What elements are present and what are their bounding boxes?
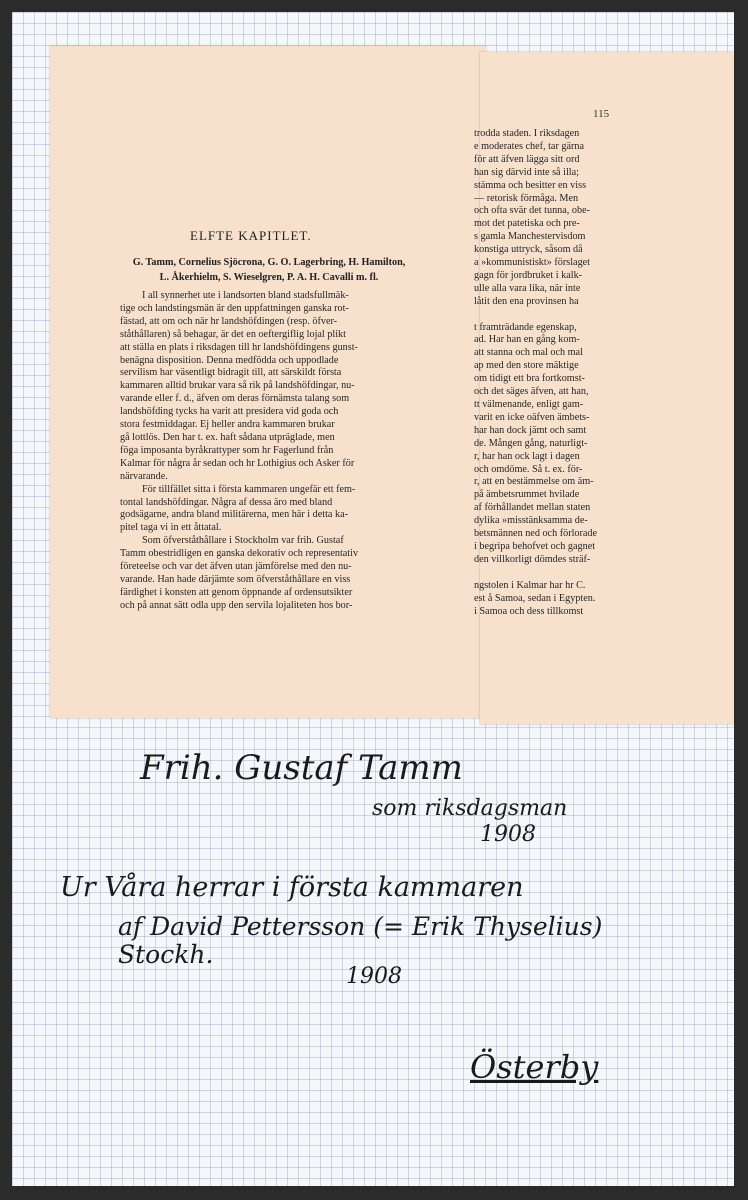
handwritten-line-4: Ur Våra herrar i första kammaren — [60, 872, 524, 903]
text-line: i begripa behofvet och gagnet — [474, 540, 596, 552]
text-line: att ställa en plats i riksdagen till hr landshöfdingens gunst- — [120, 341, 358, 353]
text-line: r, att en bestämmelse om äm- — [474, 476, 594, 488]
handwritten-line-1: Frih. Gustaf Tamm — [140, 748, 463, 788]
text-line: betsmännen ned och förlorade — [474, 528, 598, 540]
handwritten-signature: Österby — [470, 1048, 599, 1086]
text-line: est å Samoa, sedan i Egypten. — [474, 592, 596, 604]
text-line: och ofta svär det tunna, obe- — [474, 205, 590, 217]
text-line: ståthållaren) så behagar, är det en oeftergiflig lojal plikt — [120, 328, 346, 340]
handwritten-line-6: Stockh. — [118, 940, 214, 969]
text-line: föga imposanta byråkrattyper som hr Fagerlund från — [120, 444, 334, 456]
text-line: kammaren alltid brukar vara så rik på landshöfdingar, nu- — [120, 380, 355, 392]
text-line: den villkorligt dömdes sträf- — [474, 553, 591, 565]
text-line: a »kommunistiskt» förslaget — [474, 257, 591, 269]
left-text-column — [120, 290, 416, 613]
text-line: att stanna och mal och mal — [474, 347, 583, 359]
text-line: pitel taga vi in ett åttatal. — [120, 522, 222, 534]
text-line: trodda staden. I riksdagen — [474, 128, 580, 139]
text-line: tt välmenande, enligt gam- — [474, 399, 584, 411]
paragraph-gap — [474, 309, 634, 322]
text-line: närvarande. — [120, 470, 168, 482]
text-line: af förhållandet mellan staten — [474, 502, 591, 514]
text-line: ulle alla vara lika, när inte — [474, 282, 581, 294]
text-line: mot det patetiska och pre- — [474, 218, 580, 230]
text-line: stora festmiddagar. Ej heller andra kammaren brukar — [120, 419, 335, 431]
text-line: om tidigt ett bra fortkomst- — [474, 373, 585, 385]
text-line: låtit den ena provinsen ha — [474, 295, 579, 307]
paragraph-gap — [474, 567, 634, 580]
text-line: på ämbetsrummet hvilade — [474, 489, 580, 501]
text-line: och på annat sätt odla upp den servila lojaliteten hos bor- — [120, 599, 353, 611]
text-line: godsägarne, andra bland militärerna, men här i detta ka- — [120, 509, 348, 521]
text-line: han sig därvid inte så illa; — [474, 166, 579, 178]
text-line: r, har han ock lagt i dagen — [474, 450, 580, 462]
text-line: varit en icke oäfven ämbets- — [474, 411, 590, 423]
text-line: och det säges äfven, att han, — [474, 386, 589, 398]
text-line: de. Mången gång, naturligt- — [474, 437, 588, 449]
page-number: 115 — [593, 108, 610, 120]
chapter-names — [110, 255, 428, 285]
text-line: ad. Har han en gång kom- — [474, 334, 580, 346]
text-line: ap med den store mäktige — [474, 360, 579, 372]
text-line: fästad, att om och när hr landshöfdingen (resp. öfver- — [120, 315, 338, 327]
text-line: varande eller f. d., äfven om deras förnämsta talang som — [120, 393, 350, 405]
text-line: I all synnerhet ute i landsorten bland stadsfullmäk- — [142, 290, 349, 301]
text-line: s gamla Manchestervisdom — [474, 231, 586, 243]
chapter-names-line: L. Åkerhielm, S. Wieselgren, P. A. H. Cavalli m. fl. — [159, 272, 379, 283]
right-text-column — [474, 128, 634, 618]
text-line: och omdöme. Så t. ex. för- — [474, 463, 583, 475]
text-line: färdighet i konsten att genom öppnande af ordensutsikter — [120, 586, 353, 598]
text-line: gagn för jordbruket i kalk- — [474, 269, 583, 281]
text-line: har han dock jämt och samt — [474, 424, 587, 436]
text-line: dylika »misstänksamma de- — [474, 515, 588, 527]
text-line: Tamm obestridligen en ganska dekorativ och representativ — [120, 548, 359, 560]
text-line: För tillfället sitta i första kammaren ungefär ett fem- — [142, 483, 356, 495]
text-line: tige och landstingsmän är den uppfattningen ganska rot- — [120, 302, 349, 314]
text-line: företeelse och var det äfven utan jämförelse med den nu- — [120, 561, 352, 573]
text-line: tontal landshöfdingar. Några af dessa äro med bland — [120, 496, 333, 508]
text-line: — retorisk förmåga. Men — [474, 192, 579, 204]
text-line: t framträdande egenskap, — [474, 321, 577, 333]
text-line: landshöfding tycks ha varit att presidera vid goda och — [120, 406, 339, 418]
text-line: e moderates chef, tar gärna — [474, 140, 585, 152]
text-line: benägna disposition. Denna medfödda och uppodlade — [120, 354, 339, 366]
chapter-title: ELFTE KAPITLET. — [190, 228, 312, 243]
text-line: stämma och besitter en viss — [474, 179, 587, 191]
text-line: varande. Han hade därjämte som öfverståthållare en viss — [120, 573, 351, 585]
handwritten-line-2: som riksdagsman — [372, 796, 568, 821]
handwritten-line-5: af David Pettersson (= Erik Thyselius) — [118, 912, 603, 941]
handwritten-line-7: 1908 — [346, 964, 402, 989]
text-line: konstiga uttryck, såsom då — [474, 244, 583, 256]
chapter-names-line: G. Tamm, Cornelius Sjöcrona, G. O. Lagerbring, H. Hamilton, — [132, 257, 406, 268]
handwritten-line-3: 1908 — [480, 822, 536, 847]
text-line: servilism har väsentligt bidragit till, att särskildt första — [120, 367, 342, 379]
text-line: ngstolen i Kalmar har hr C. — [474, 579, 586, 591]
text-line: i Samoa och dess tillkomst — [474, 605, 584, 617]
text-line: gå lottlös. Den har t. ex. haft sådana utpräglade, men — [120, 431, 335, 443]
text-line: Som öfverståthållare i Stockholm var frih. Gustaf — [142, 535, 344, 547]
text-line: Kalmar för några år sedan och hr Lothigius och Asker för — [120, 457, 355, 469]
text-line: för att äfven lägga sitt ord — [474, 153, 580, 165]
